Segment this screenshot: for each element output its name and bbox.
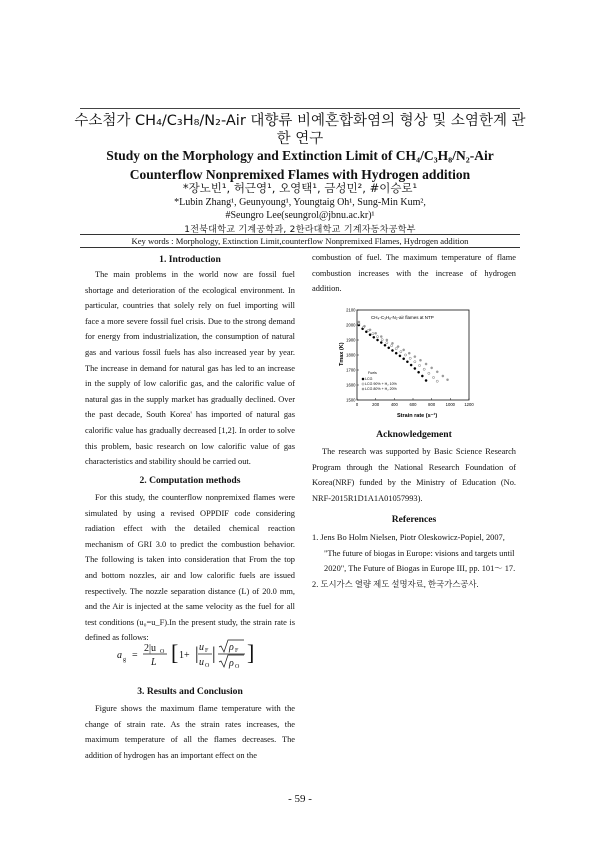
data-point-series-2 <box>414 361 416 363</box>
legend-marker-1 <box>362 378 364 380</box>
data-point-series-3 <box>419 359 421 361</box>
data-point-series-2 <box>409 357 411 359</box>
data-point-series-1 <box>388 347 390 349</box>
data-point-series-3 <box>408 352 410 354</box>
methods-paragraph: For this study, the counterflow nonpremixed flames were simulated by using a revised OPPDIF code considering radiation effect with the detailed chemical reaction mechanism of GRI 3.0 to predict the combustion behavior. The following is taken into consideration that From the top and bottom nozzles, air and low calorific fuels are issued respectively. The nozzle separation distance (L) of 20.0 mm, and the Air is injected at the same velocity as the fuel for all test conditions (u₀=u_F).In the present study, the strain rate is defined as follows: <box>85 493 295 643</box>
eq-num3-sub: F <box>235 648 239 654</box>
results-body <box>85 701 295 763</box>
data-point-series-3 <box>380 335 382 337</box>
eq-den2-sub: O <box>205 663 210 669</box>
methods-heading: 2. Computation methods <box>139 475 241 486</box>
x-tick-label: 800 <box>428 402 436 407</box>
legend-marker-3 <box>362 388 364 390</box>
data-point-series-1 <box>410 364 412 366</box>
title-english-line2: Counterflow Nonpremixed Flames with Hydrogen addition <box>129 167 471 182</box>
eq-one-plus: 1+ <box>179 650 190 661</box>
eq-num1: 2|u <box>144 643 157 654</box>
eq-lhs: a <box>117 650 122 661</box>
figure-xlabel: Strain rate (s⁻¹) <box>397 413 438 419</box>
page-number: - 59 - <box>288 793 312 805</box>
authors-korean: *장노빈¹, 허근영¹, 오영택¹, 금성민², #이승로¹ <box>182 181 418 195</box>
data-point-series-3 <box>358 321 360 323</box>
data-point-series-1 <box>384 344 386 346</box>
data-point-series-2 <box>436 380 438 382</box>
title-english-line1: Study on the Morphology and Extinction Limit of CH₄/C₃H₈/N₂-Air <box>106 148 494 163</box>
title-english <box>80 146 520 184</box>
legend-entry-3: LCG 80% + H₂ 20% <box>365 387 397 391</box>
data-point-series-3 <box>425 363 427 365</box>
x-tick-label: 400 <box>390 402 398 407</box>
reference-item-1: 1. Jens Bo Holm Nielsen, Piotr Oleskowicz-Popiel, 2007, "The future of biogas in Europe: visions and targets until 2020", The Future of Biogas in Europe III, pp. 101～ 17. <box>312 533 516 574</box>
data-point-series-3 <box>391 342 393 344</box>
figure-inner-title: CH₄-C₃H₈-N₂-air flames at NTP <box>371 315 434 320</box>
eq-bracket-left: [ <box>171 640 179 665</box>
data-point-series-2 <box>432 376 434 378</box>
data-point-series-2 <box>381 339 383 341</box>
data-point-series-1 <box>406 361 408 363</box>
data-point-series-2 <box>418 364 420 366</box>
data-point-series-2 <box>428 372 430 374</box>
data-point-series-1 <box>380 341 382 343</box>
eq-num3: ρ <box>229 642 234 653</box>
legend-entry-2: LCG 90% + H₂ 10% <box>365 382 397 386</box>
affiliation: 1전북대학교 기계공학과, 2한라대학교 기계자동차공학부 <box>184 225 416 235</box>
figure-ylabel: Tmax (K) <box>339 342 345 366</box>
data-point-series-3 <box>386 339 388 341</box>
data-point-series-1 <box>395 352 397 354</box>
authors-english <box>100 196 500 222</box>
data-point-series-1 <box>373 336 375 338</box>
references-list <box>312 530 516 592</box>
x-tick-label: 0 <box>355 402 359 407</box>
eq-num2: u <box>199 642 204 653</box>
data-point-series-1 <box>418 371 420 373</box>
data-point-series-3 <box>363 325 365 327</box>
ack-heading: Acknowledgement <box>376 429 452 440</box>
data-point-series-3 <box>446 379 448 381</box>
data-point-series-3 <box>414 356 416 358</box>
authors-english-line1: *Lubin Zhang¹, Geunyoung¹, Youngtaig Oh¹, Sung-Min Kum², <box>174 197 426 208</box>
methods-body <box>85 490 295 646</box>
data-point-series-1 <box>421 375 423 377</box>
data-point-series-2 <box>395 348 397 350</box>
y-tick-label: 2000 <box>346 322 356 328</box>
data-point-series-1 <box>399 355 401 357</box>
eq-bracket-right: ] <box>247 640 255 665</box>
x-tick-label: 1200 <box>464 402 474 407</box>
data-point-series-1 <box>403 358 405 360</box>
eq-num2-sub: F <box>205 648 209 654</box>
x-tick-label: 600 <box>409 402 417 407</box>
data-point-series-2 <box>390 345 392 347</box>
data-point-series-3 <box>403 349 405 351</box>
eq-den3: ρ <box>229 658 234 669</box>
eq-num1-sub: O <box>160 649 165 655</box>
y-tick-label: 1600 <box>346 382 356 388</box>
data-point-series-2 <box>376 336 378 338</box>
intro-heading: 1. Introduction <box>159 254 221 265</box>
y-tick-label: 1800 <box>346 352 356 358</box>
y-tick-label: 2100 <box>346 307 356 313</box>
legend-title: Fuels <box>368 371 377 375</box>
title-rule <box>80 108 520 109</box>
svg-text:|: | <box>212 643 216 663</box>
ack-body <box>312 444 516 506</box>
authors-english-line2: #Seungro Lee(seungrol@jbnu.ac.kr)¹ <box>225 210 375 221</box>
data-point-series-2 <box>372 333 374 335</box>
references-heading: References <box>391 514 437 525</box>
x-tick-label: 1000 <box>445 402 455 407</box>
legend-entry-1: LCG <box>365 377 373 381</box>
data-point-series-1 <box>391 349 393 351</box>
data-point-series-2 <box>400 351 402 353</box>
data-point-series-3 <box>369 329 371 331</box>
svg-text:|: | <box>195 643 199 663</box>
data-point-series-2 <box>423 368 425 370</box>
data-point-series-3 <box>442 375 444 377</box>
data-point-series-3 <box>375 332 377 334</box>
intro-body <box>85 267 295 470</box>
y-tick-label: 1900 <box>346 337 356 343</box>
legend <box>365 371 398 391</box>
legend-marker-2 <box>362 383 364 385</box>
eq-lhs-sub: g <box>123 657 126 663</box>
data-point-series-1 <box>414 367 416 369</box>
eq-den1: L <box>151 657 157 668</box>
y-tick-label: 1500 <box>346 397 356 403</box>
title-korean: 수소첨가 CH₄/C₃H₈/N₂-Air 대향류 비예혼합화염의 형상 및 소염한계 관한 연구 <box>74 113 526 147</box>
data-point-series-1 <box>369 334 371 336</box>
results-heading: 3. Results and Conclusion <box>137 686 243 697</box>
right-top-body <box>312 250 516 297</box>
eq-den2: u <box>199 657 204 668</box>
data-point-series-1 <box>376 339 378 341</box>
data-point-series-1 <box>425 379 427 381</box>
strain-rate-equation <box>115 638 275 672</box>
keywords: Key words : Morphology, Extinction Limit,counterflow Nonpremixed Flames, Hydrogen addition <box>80 234 520 248</box>
data-point-series-3 <box>431 367 433 369</box>
intro-paragraph: The main problems in the world now are fossil fuel shortage and deterioration of the ecological environment. In particular, countries that solely rely on fuel importing will face a more severe fossil fuel crisis. Due to the strong demand for energy from industrialization, the consumption of natural gas and various fossil fuels has also increased year by year. The increase in demand for natural gas has led to an increase in the supply of low calorific gas, and the calorific value of natural gas in the supply market has gradually declined. Over the past decade, South Korea' has imported of natural gas calorific value has gradually decreased [1,2]. In order to solve this problem, basic research on low calorific value of gas characteristics and stability should be carried out. <box>85 270 295 467</box>
eq-equals: = <box>132 650 138 661</box>
data-point-series-3 <box>397 346 399 348</box>
y-tick-label: 1700 <box>346 367 356 373</box>
right-top-paragraph: combustion of fuel. The maximum temperature of flame combustion increases with the increase of hydrogen addition. <box>312 253 516 294</box>
tmax-vs-strain-figure <box>335 304 475 420</box>
results-paragraph: Figure shows the maximum flame temperature with the change of strain rate. As the strain rates increases, the maximum temperature of all the flames decreases. The addition of hydrogen has an important effect on the <box>85 704 295 760</box>
eq-den3-sub: O <box>235 664 240 670</box>
x-tick-label: 200 <box>372 402 380 407</box>
ack-paragraph: The research was supported by Basic Science Research Program through the National Research Foundation of Korea(NRF) funded by the Ministry of Education (No. NRF-2015R1D1A1A01057993). <box>312 447 516 503</box>
data-point-series-3 <box>436 371 438 373</box>
data-point-series-2 <box>386 342 388 344</box>
reference-item-2: 2. 도시가스 열량 제도 설명자료, 한국가스공사. <box>312 579 479 589</box>
data-point-series-2 <box>404 354 406 356</box>
